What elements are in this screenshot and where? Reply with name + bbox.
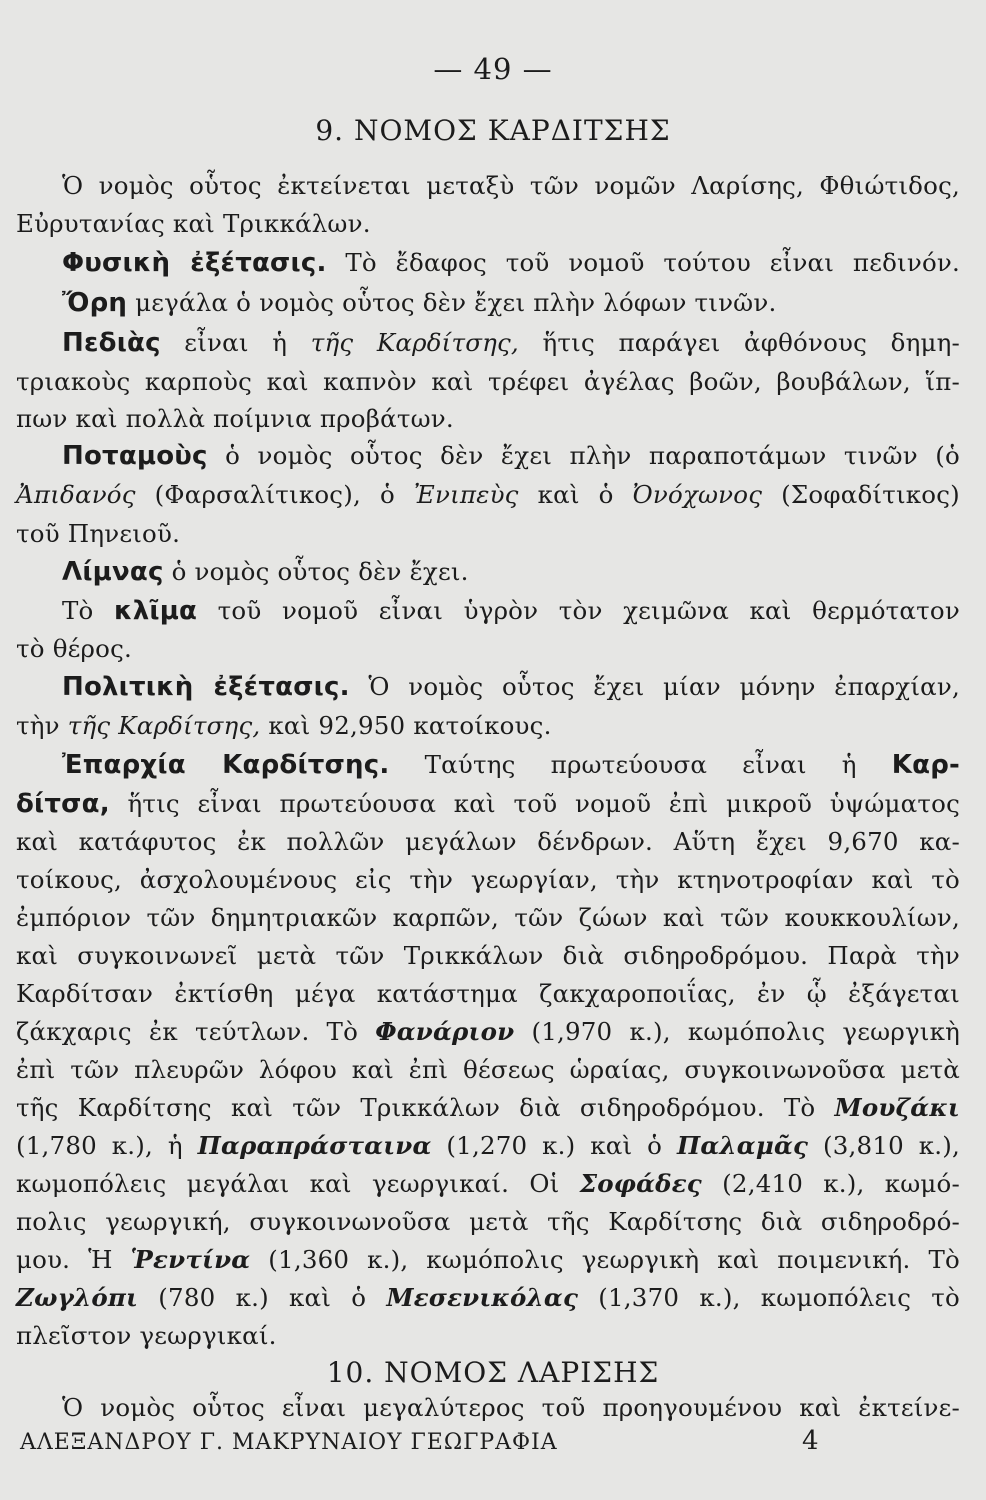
- text-line: [16, 514, 960, 554]
- province-text: ζάκχαρις ἐκ τεύτλων. Τὸ: [16, 1017, 359, 1046]
- page-number: — 49 —: [433, 52, 553, 86]
- text-line: [16, 784, 960, 824]
- text-line: [16, 1050, 960, 1090]
- text-line: [62, 591, 960, 631]
- city-name: Καρ-: [891, 750, 961, 780]
- rivers-heading: Ποταμοὺς: [62, 441, 208, 471]
- province-text: τῆς Καρδίτσης καὶ τῶν Τρικκάλων διὰ σιδηροδρόμου. Τὸ: [16, 1093, 816, 1122]
- town-name: Ζωγλόπι: [16, 1283, 139, 1312]
- physical-heading: Φυσικὴ ἐξέτασις.: [62, 248, 327, 278]
- text-line: [16, 974, 960, 1014]
- town-name: Μουζάκι: [834, 1093, 960, 1122]
- plain-text: εἶναι ἡ: [184, 328, 288, 357]
- town-name: Μεσενικόλας: [386, 1283, 579, 1312]
- text-line: [62, 552, 960, 592]
- province-text: καὶ συγκοινωνεῖ μετὰ τῶν Τρικκάλων διὰ σιδηροδρόμου. Παρὰ τὴν: [16, 941, 960, 970]
- plain-text: τριακοὺς καρποὺς καὶ καπνὸν καὶ τρέφει ἀγέλας βοῶν, βουβάλων, ἵπ-: [16, 367, 960, 396]
- province-text: πολις γεωργική, συγκοινωνοῦσα μετὰ τῆς Καρδίτσης διὰ σιδηροδρό-: [16, 1207, 960, 1236]
- text-line: [16, 1316, 960, 1356]
- political-text: Ὁ νομὸς οὗτος ἔχει μίαν μόνην ἐπαρχίαν,: [368, 672, 960, 701]
- text-line: [62, 745, 960, 785]
- intro-text: Ὁ νομὸς οὗτος εἶναι μεγαλύτερος τοῦ προηγουμένου καὶ ἐκτείνε-: [62, 1393, 960, 1422]
- river-name: Ἐνιπεὺς: [413, 480, 519, 509]
- rivers-text: ὁ νομὸς οὗτος δὲν ἔχει πλὴν παραποτάμων τινῶν (ὁ: [225, 441, 960, 470]
- province-text: ἐπὶ τῶν πλευρῶν λόφου καὶ ἐπὶ θέσεως ὡραίας, συγκοινωνοῦσα μετὰ: [16, 1055, 960, 1084]
- text-line: [16, 362, 960, 402]
- plain-name: τῆς Καρδίτσης,: [310, 328, 519, 357]
- text-line: [16, 898, 960, 938]
- province-text: πλεῖστον γεωργικαί.: [16, 1321, 277, 1350]
- text-line: [16, 204, 960, 244]
- climate-text: τὸ θέρος.: [16, 634, 132, 663]
- climate-heading: κλῖμα: [114, 596, 198, 626]
- text-line: [16, 1126, 960, 1166]
- province-heading: Ἐπαρχία Καρδίτσης.: [62, 750, 390, 780]
- rivers-text: (Σοφαδίτικος): [781, 480, 960, 509]
- province-text: Ταύτης πρωτεύουσα εἶναι ἡ: [424, 750, 857, 779]
- text-line: [16, 1278, 960, 1318]
- climate-text: Τὸ: [62, 596, 94, 625]
- province-text: Καρδίτσαν ἐκτίσθη μέγα κατάστημα ζακχαροποιΐας, ἐν ᾧ ἐξάγεται: [16, 979, 960, 1008]
- intro-text: Εὐρυτανίας καὶ Τρικκάλων.: [16, 209, 371, 238]
- province-text: (1,970 κ.), κωμόπολις γεωργικὴ: [531, 1017, 960, 1046]
- text-line: [16, 1012, 960, 1052]
- town-name: Ῥεντίνα: [130, 1245, 251, 1274]
- rivers-text: τοῦ Πηνειοῦ.: [16, 519, 181, 548]
- text-line: [16, 860, 960, 900]
- rivers-text: καὶ ὁ: [537, 480, 614, 509]
- rivers-text: (Φαρσαλίτικος), ὁ: [154, 480, 395, 509]
- footer-signature: ΑΛΕΞΑΝΔΡΟΥ Γ. ΜΑΚΡΥΝΑΙΟΥ ΓΕΩΓΡΑΦΙΑ: [20, 1430, 558, 1455]
- province-text: (1,270 κ.) καὶ ὁ: [446, 1131, 663, 1160]
- text-line: [62, 1388, 960, 1428]
- section-title-karditsa: 9. ΝΟΜΟΣ ΚΑΡΔΙΤΣΗΣ: [315, 114, 671, 147]
- province-text: τοίκους, ἀσχολουμένους εἰς τὴν γεωργίαν, τὴν κτηνοτροφίαν καὶ τὸ: [16, 865, 960, 894]
- intro-text: Ὁ νομὸς οὗτος ἐκτείνεται μεταξὺ τῶν νομῶν Λαρίσης, Φθιώτιδος,: [62, 171, 960, 200]
- political-heading: Πολιτικὴ ἐξέτασις.: [62, 672, 350, 702]
- political-text: τὴν: [16, 711, 60, 740]
- province-text: ἐμπόριον τῶν δημητριακῶν καρπῶν, τῶν ζώων καὶ τῶν κουκκουλίων,: [16, 903, 960, 932]
- text-line: [16, 936, 960, 976]
- province-text: (1,360 κ.), κωμόπολις γεωργικὴ καὶ ποιμενική. Τὸ: [268, 1245, 960, 1274]
- political-text: καὶ 92,950 κατοίκους.: [268, 711, 552, 740]
- lakes-text: ὁ νομὸς οὗτος δὲν ἔχει.: [171, 557, 469, 586]
- mountains-text: μεγάλα ὁ νομὸς οὗτος δὲν ἔχει πλὴν λόφων τινῶν.: [135, 288, 777, 317]
- province-text: ἥτις εἶναι πρωτεύουσα καὶ τοῦ νομοῦ ἐπὶ μικροῦ ὑψώματος: [127, 789, 960, 818]
- river-name: Ὀνόχωνος: [632, 480, 763, 509]
- text-line: [16, 1164, 960, 1204]
- climate-text: τοῦ νομοῦ εἶναι ὑγρὸν τὸν χειμῶνα καὶ θερμότατον: [217, 596, 960, 625]
- text-line: [16, 475, 960, 515]
- physical-text: Τὸ ἔδαφος τοῦ νομοῦ τούτου εἶναι πεδινόν.: [345, 248, 960, 277]
- sheet-number: 4: [802, 1426, 819, 1456]
- province-text: (1,780 κ.), ἡ: [16, 1131, 183, 1160]
- river-name: Ἀπιδανός: [16, 480, 136, 509]
- text-line: [62, 166, 960, 206]
- province-text: (780 κ.) καὶ ὁ: [158, 1283, 367, 1312]
- province-text: (2,410 κ.), κωμό-: [722, 1169, 960, 1198]
- text-line: [62, 243, 960, 283]
- province-text: καὶ κατάφυτος ἐκ πολλῶν μεγάλων δένδρων. Αὕτη ἔχει 9,670 κα-: [16, 827, 960, 856]
- town-name: Παραπράσταινα: [197, 1131, 432, 1160]
- text-line: [16, 629, 960, 669]
- text-line: [62, 667, 960, 707]
- text-line: [16, 1240, 960, 1280]
- town-name: Σοφάδες: [579, 1169, 702, 1198]
- text-line: [62, 283, 960, 323]
- text-line: [16, 399, 960, 439]
- section-title-larisa: 10. ΝΟΜΟΣ ΛΑΡΙΣΗΣ: [326, 1356, 660, 1389]
- text-line: [16, 822, 960, 862]
- plain-text: ἥτις παράγει ἀφθόνους δημη-: [542, 328, 960, 357]
- province-text: μου. Ἡ: [16, 1245, 113, 1274]
- text-line: [62, 436, 960, 476]
- text-line: [16, 1202, 960, 1242]
- plain-heading: Πεδιὰς: [62, 328, 161, 358]
- text-line: [16, 1088, 960, 1128]
- text-line: [16, 706, 960, 746]
- town-name: Φανάριον: [375, 1017, 515, 1046]
- province-text: (1,370 κ.), κωμοπόλεις τὸ: [598, 1283, 960, 1312]
- plain-text: πων καὶ πολλὰ ποίμνια προβάτων.: [16, 404, 454, 433]
- province-text: κωμοπόλεις μεγάλαι καὶ γεωργικαί. Οἱ: [16, 1169, 560, 1198]
- text-line: [62, 323, 960, 363]
- lakes-heading: Λίμνας: [62, 557, 164, 587]
- province-text: (3,810 κ.),: [823, 1131, 960, 1160]
- town-name: Παλαμᾶς: [677, 1131, 809, 1160]
- city-name: δίτσα,: [16, 789, 110, 819]
- province-name: τῆς Καρδίτσης,: [67, 711, 261, 740]
- mountains-heading: Ὄρη: [62, 288, 128, 318]
